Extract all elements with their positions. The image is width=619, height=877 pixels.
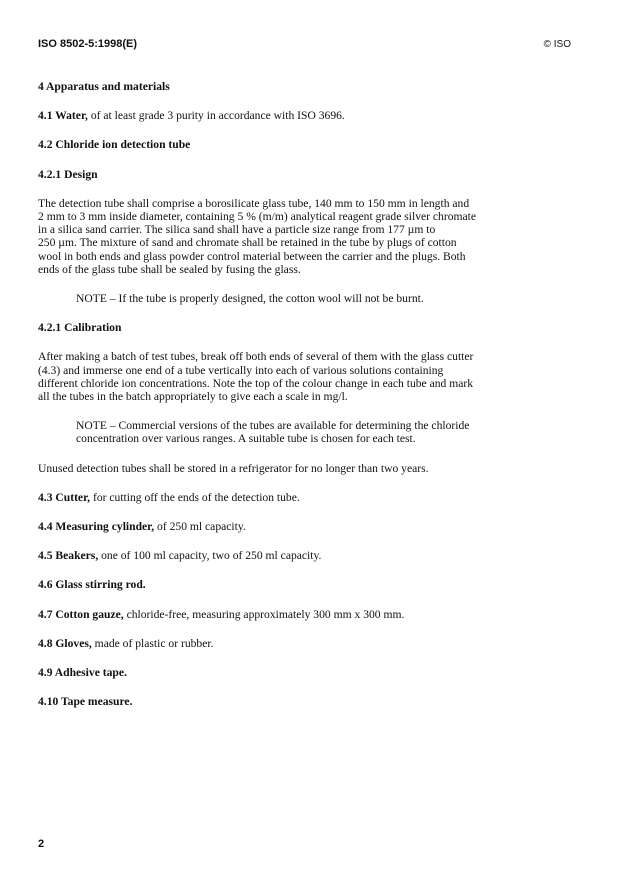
page-body <box>38 80 518 708</box>
clause-label: 4.4 Measuring cylinder, <box>38 520 155 534</box>
page-number: 2 <box>38 838 45 850</box>
clause-label: 4.7 Cotton gauze, <box>38 607 124 621</box>
clause-text: for cutting off the ends of the detection tube. <box>90 490 300 504</box>
clause-4-7 <box>38 608 518 621</box>
clause-4-2-heading: 4.2 Chloride ion detection tube <box>38 138 191 152</box>
storage-paragraph: Unused detection tubes shall be stored in a refrigerator for no longer than two years. <box>38 461 429 475</box>
clause-label: 4.9 Adhesive tape. <box>38 666 127 680</box>
calibration-note-line: NOTE – Commercial versions of the tubes are available for determining the chloride <box>76 419 470 433</box>
calibration-line: all the tubes in the batch appropriately to give each a scale in mg/l. <box>38 390 348 404</box>
clause-label: 4.8 Gloves, <box>38 636 92 650</box>
clause-4-10 <box>38 695 518 708</box>
design-line: 2 mm to 3 mm inside diameter, containing 5 % (m/m) analytical reagent grade silver chromate <box>38 210 477 224</box>
clause-4-4 <box>38 520 518 533</box>
clause-4-3 <box>38 491 518 504</box>
clause-text: made of plastic or rubber. <box>91 636 214 650</box>
section-4-heading: 4 Apparatus and materials <box>38 80 170 93</box>
clause-4-1 <box>38 109 518 122</box>
copyright-notice: © ISO <box>543 39 571 50</box>
calibration-paragraph <box>38 350 518 403</box>
clause-4-5 <box>38 549 518 562</box>
clause-text: chloride-free, measuring approximately 300 mm x 300 mm. <box>123 607 405 621</box>
design-line: ends of the glass tube shall be sealed by fusing the glass. <box>38 262 301 276</box>
design-note: NOTE – If the tube is properly designed, the cotton wool will not be burnt. <box>76 292 424 306</box>
clause-4-6 <box>38 578 518 591</box>
clause-text: of 250 ml capacity. <box>154 520 246 534</box>
clause-label: 4.3 Cutter, <box>38 490 91 504</box>
clause-4-1-text: of at least grade 3 purity in accordance with ISO 3696. <box>87 109 345 123</box>
clause-4-2-1-heading: 4.2.1 Design <box>38 167 98 181</box>
clause-label: 4.5 Beakers, <box>38 549 99 563</box>
calibration-note-line: concentration over various ranges. A suitable tube is chosen for each test. <box>76 432 416 446</box>
design-line: 250 µm. The mixture of sand and chromate shall be retained in the tube by plugs of cotton <box>38 236 457 250</box>
design-line: in a silica sand carrier. The silica sand shall have a particle size range from 177 µm to <box>38 223 436 237</box>
calibration-heading: 4.2.1 Calibration <box>38 321 122 335</box>
calibration-line: After making a batch of test tubes, break off both ends of several of them with the glass cutter <box>38 350 474 364</box>
clause-4-8 <box>38 637 518 650</box>
design-line: The detection tube shall comprise a borosilicate glass tube, 140 mm to 150 mm in length and <box>38 196 470 210</box>
design-line: wool in both ends and glass powder control material between the carrier and the plugs. Both <box>38 249 466 263</box>
calibration-note <box>76 419 518 445</box>
clause-4-9 <box>38 666 518 679</box>
clause-4-1-label: 4.1 Water, <box>38 109 88 123</box>
design-paragraph <box>38 197 518 276</box>
clause-label: 4.6 Glass stirring rod. <box>38 578 146 592</box>
clause-text: one of 100 ml capacity, two of 250 ml capacity. <box>98 549 322 563</box>
clause-label: 4.10 Tape measure. <box>38 695 133 709</box>
document-id: ISO 8502-5:1998(E) <box>38 38 138 50</box>
calibration-line: (4.3) and immerse one end of a tube vertically into each of various solutions containing <box>38 363 444 377</box>
calibration-line: different chloride ion concentrations. Note the top of the colour change in each tube and mark <box>38 376 474 390</box>
